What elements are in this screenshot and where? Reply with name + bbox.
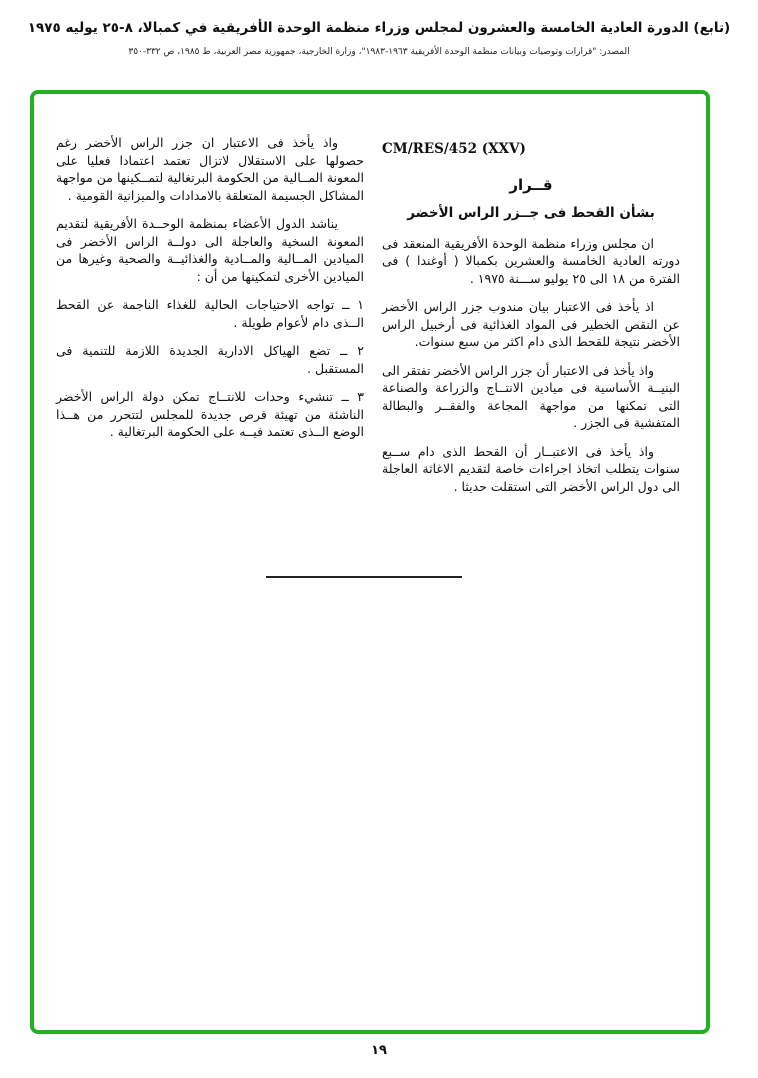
paragraph-preamble: ان مجلس وزراء منظمة الوحدة الأفريقية المنعقد فى دورته العادية الخامسة والعشرين بكمبالا ( أوغندا ) فى الفترة من ١٨ الى ٢٥ يوليو ســـنة ١٩٧٥ . xyxy=(382,235,680,286)
document-green-frame xyxy=(30,90,710,1034)
page-header xyxy=(20,20,738,57)
left-column xyxy=(56,134,364,452)
resolution-subtitle: بشأن القحط فى جــزر الراس الأخضر xyxy=(407,204,655,221)
header-source-note: المصدر: "قرارات وتوصيات وبيانات منظمة الوحدة الأفريقية ١٩٦٣-١٩٨٣"، وزارة الخارجية، جمهورية مصر العربية، ط ١٩٨٥، ص ٣٣٢-٣٥٠ xyxy=(128,47,630,57)
paragraph-considering-2: واذ يأخذ فى الاعتبار أن جزر الراس الأخضر تفتقر الى البنيــة الأساسية فى ميادين الانتــاج والزراعة والصناعة التى تمكنها من مواجهة المجاعة والفقــر والبطالة المتفشية فى الجزر . xyxy=(382,362,680,431)
header-session-title: (تابع) الدورة العادية الخامسة والعشرون لمجلس وزراء منظمة الوحدة الأفريقية في كمبالا، ٨-٢٥ يوليه ١٩٧٥ xyxy=(27,20,731,36)
resolution-title: قــرار xyxy=(509,175,553,194)
paragraph-appeal: يناشد الدول الأعضاء بمنظمة الوحــدة الأفريقية لتقديم المعونة السخية والعاجلة الى دولــة الراس الأخضر فى الميادين المــالية والمــادية والغذائيــة والصحية وغيرها من الميادين الأخرى لتمكينها من أن : xyxy=(56,216,364,284)
right-column xyxy=(382,140,680,506)
list-item-2: ٢ ــ تضع الهياكل الادارية الجديدة اللازمة للتنمية فى المستقبل . xyxy=(56,343,364,376)
section-divider xyxy=(266,576,462,578)
paragraph-considering-4: واذ يأخذ فى الاعتبار ان جزر الراس الأخضر رغم حصولها على الاستقلال لاتزال تعتمد اعتمادا فعليا على المعونة المــالية من الحكومة البرتغالية لتمــكينها من مواجهة المشاكل الجسيمة المتعلقة بالامدادات والميزانية القومية . xyxy=(56,135,364,203)
paragraph-considering-1: اذ يأخذ فى الاعتبار بيان مندوب جزر الراس الأخضر عن النقص الخطير فى المواد الغذائية فى أرخبيل الراس الأخضر نتيجة للقحط الذى دام اكثر من سبع سنوات. xyxy=(382,299,680,350)
list-item-3: ٣ ــ تنشيء وحدات للانتــاج تمكن دولة الراس الأخضر الناشئة من تهيئة فرص جديدة للمجلس لتتحرر من هــذا الوضع الــذى تعتمد فيــه على الحكومة البرتغالية . xyxy=(56,389,364,439)
page-number: ١٩ xyxy=(371,1043,387,1058)
list-item-1: ١ ــ تواجه الاحتياجات الحالية للغذاء الناجمة عن القحط الــذى دام لأعوام طويلة . xyxy=(56,297,364,330)
resolution-reference: CM/RES/452 (XXV) xyxy=(382,141,526,157)
paragraph-considering-3: واذ يأخذ فى الاعتبــار أن القحط الذى دام ســبع سنوات يتطلب اتخاذ اجراءات خاصة لتقديم الاغاثة العاجلة الى دول الراس الأخضر التى استقلت حديثا . xyxy=(382,443,680,494)
